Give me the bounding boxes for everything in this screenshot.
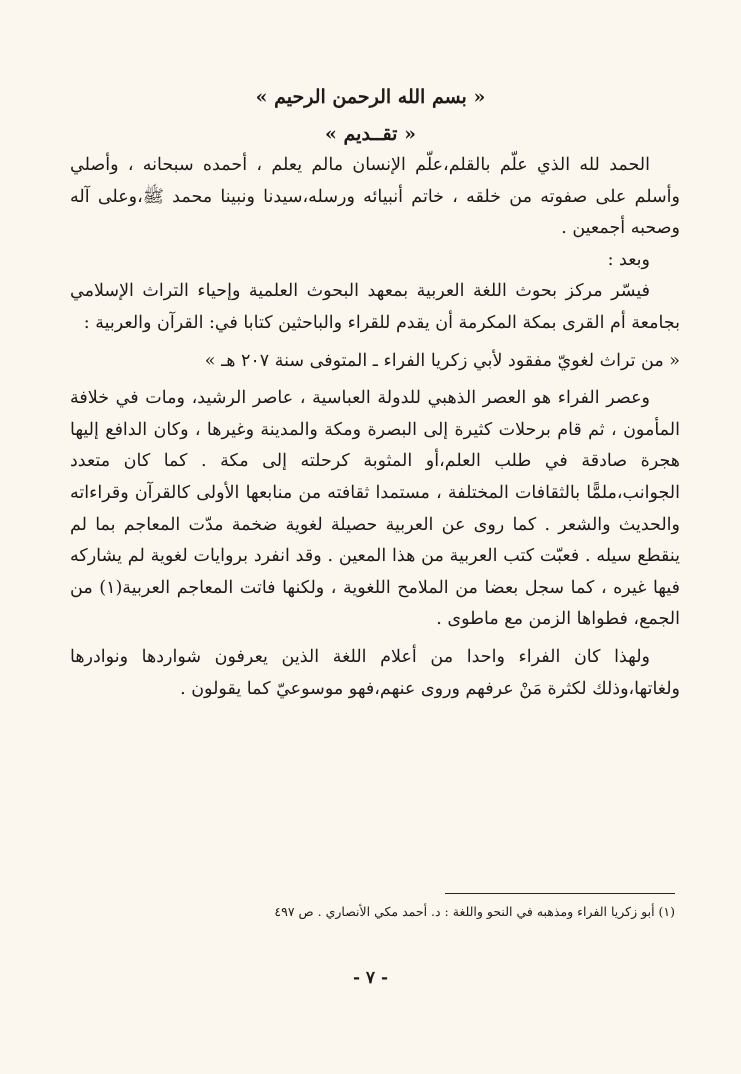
paragraph-announcement: فيسّر مركز بحوث اللغة العربية بمعهد البحوث العلمية وإحياء التراث الإسلامي بجامعة أم القرى بمكة المكرمة أن يقدم للقراء والباحثين كتابا في: القرآن والعربية : [70,281,680,333]
body-text [70,150,680,705]
paragraph-wabad: وبعد : [607,249,650,270]
paragraph-conclusion: ولهذا كان الفراء واحدا من أعلام اللغة الذين يعرفون شواردها ونوادرها ولغاتها،وذلك لكثرة مَنْ عرفهم وروى عنهم،فهو موسوعيّ كما يقولون . [70,646,680,699]
section-heading: « تقــديم » [325,123,416,145]
footnote-divider [445,893,675,894]
paragraph-era: وعصر الفراء هو العصر الذهبي للدولة العباسية ، عاصر الرشيد، ومات في خلافة المأمون ، ثم قام برحلات كثيرة إلى البصرة ومكة والمدينة وغيرها ، وكان الدافع إليها هجرة صادقة في طلب العلم،أو المثوبة كرحلته إلى مكة . كما كان متعدد الجوانب،ملمًّا بالثقافات المختلفة ، مستمدا ثقافته من منابعها الأولى كالقرآن وقراءاته والحديث والشعر . كما روى عن العربية حصيلة لغوية ضخمة مدّت المعاجم بما لم ينقطع سيله . فعبّت كتب العربية من هذا المعين . وقد انفرد بروايات لغوية لم يشاركه فيها غيره ، كما سجل بعضا من الملامح اللغوية ، ولكنها فاتت المعاجم العربية(١) من الجمع، فطواها الزمن مع ماطوى . [70,388,680,630]
footnote: (١) أبو زكريا الفراء ومذهبه في النحو واللغة : د. أحمد مكي الأنصاري . ص ٤٩٧ [274,904,675,919]
page-number: - ٧ - [352,968,389,988]
paragraph-opening: الحمد لله الذي علّم بالقلم،علّم الإنسان مالم يعلم ، أحمده سبحانه ، وأصلي وأسلم على صفوته من خلقه ، خاتم أنبيائه ورسله،سيدنا ونبينا محمد ﷺ،وعلى آله وصحبه أجمعين . [70,155,680,239]
book-title-quote: « من تراث لغويّ مفقود لأبي زكريا الفراء ـ المتوفى سنة ٢٠٧ هـ » [204,350,680,371]
basmala: « بسم الله الرحمن الرحيم » [255,86,486,108]
